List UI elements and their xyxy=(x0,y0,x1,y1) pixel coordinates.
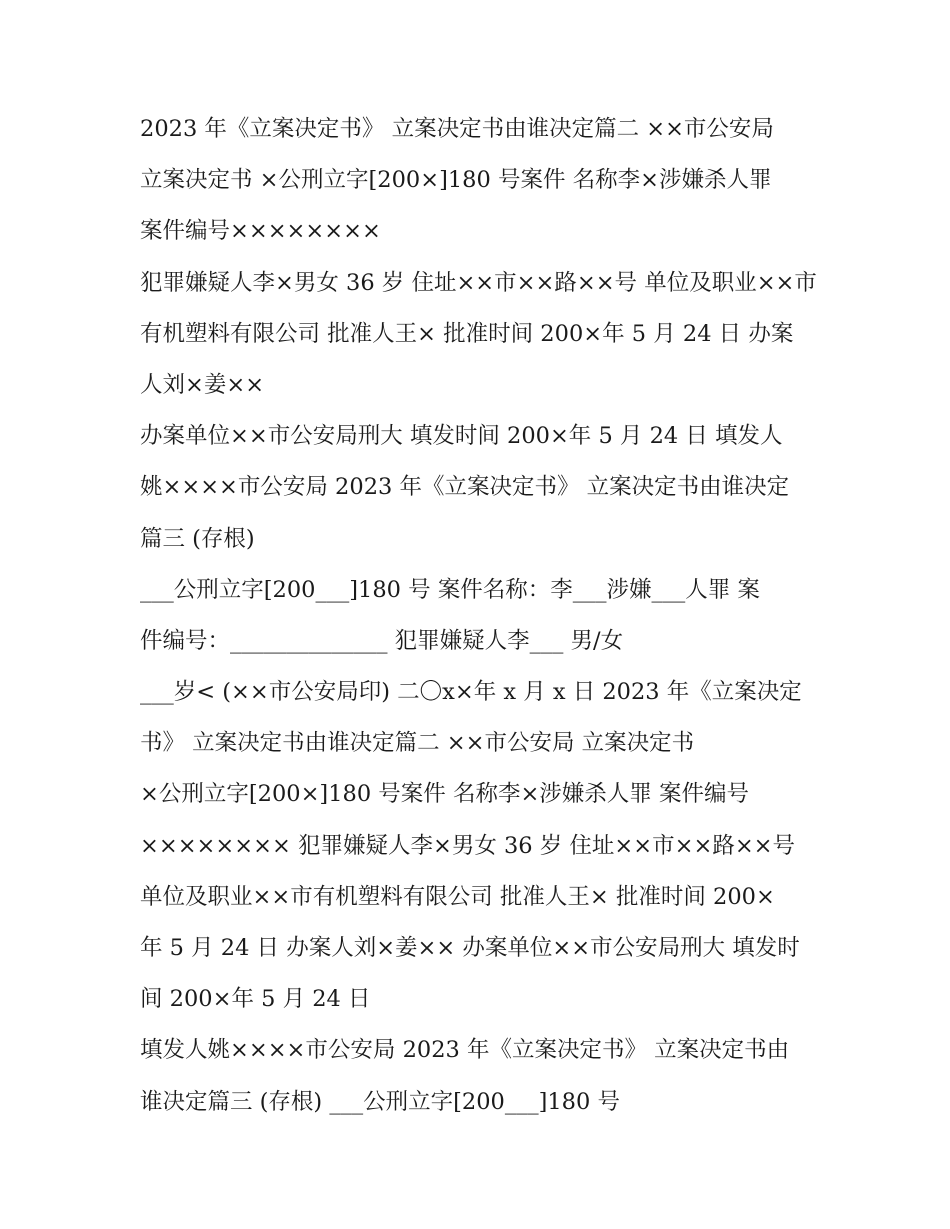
text-line: 篇三 (存根) xyxy=(140,525,255,552)
text-line: 有机塑料有限公司 批准人王× 批准时间 200×年 5 月 24 日 办案 xyxy=(140,320,794,347)
text-line: 填发人姚××××市公安局 2023 年《立案决定书》 立案决定书由 xyxy=(140,1037,790,1064)
text-line: 犯罪嫌疑人李×男女 36 岁 住址××市××路××号 单位及职业××市 xyxy=(140,269,817,296)
text-line: ×××××××× 犯罪嫌疑人李×男女 36 岁 住址××市××路××号 xyxy=(140,832,796,859)
text-line: 年 5 月 24 日 办案人刘×姜×× 办案单位××市公安局刑大 填发时 xyxy=(140,935,800,961)
text-line: 谁决定篇三 (存根) ___公刑立字[200___]180 号 xyxy=(140,1088,620,1115)
text-line: 办案单位××市公安局刑大 填发时间 200×年 5 月 24 日 填发人 xyxy=(140,423,783,450)
text-line: 间 200×年 5 月 24 日 xyxy=(140,986,371,1013)
text-line: 书》 立案决定书由谁决定篇二 ××市公安局 立案决定书 xyxy=(140,730,695,757)
text-line: 人刘×姜×× xyxy=(140,371,265,398)
text-line: 2023 年《立案决定书》 立案决定书由谁决定篇二 ××市公安局 xyxy=(140,116,774,142)
text-line: 案件编号×××××××× xyxy=(140,218,381,245)
text-line: ___岁< (××市公安局印) 二〇x×年 x 月 x 日 2023 年《立案决定 xyxy=(140,679,802,706)
text-line: 立案决定书 ×公刑立字[200×]180 号案件 名称李×涉嫌杀人罪 xyxy=(140,167,772,194)
text-line: 件编号：______________ 犯罪嫌疑人李___ 男/女 xyxy=(140,627,624,654)
text-line: ×公刑立字[200×]180 号案件 名称李×涉嫌杀人罪 案件编号 xyxy=(140,781,749,808)
text-line: 姚××××市公安局 2023 年《立案决定书》 立案决定书由谁决定 xyxy=(140,474,790,501)
text-line: 单位及职业××市有机塑料有限公司 批准人王× 批准时间 200× xyxy=(140,883,775,910)
text-line: ___公刑立字[200___]180 号 案件名称：李___涉嫌___人罪 案 xyxy=(140,576,760,603)
document-body xyxy=(140,104,820,1128)
